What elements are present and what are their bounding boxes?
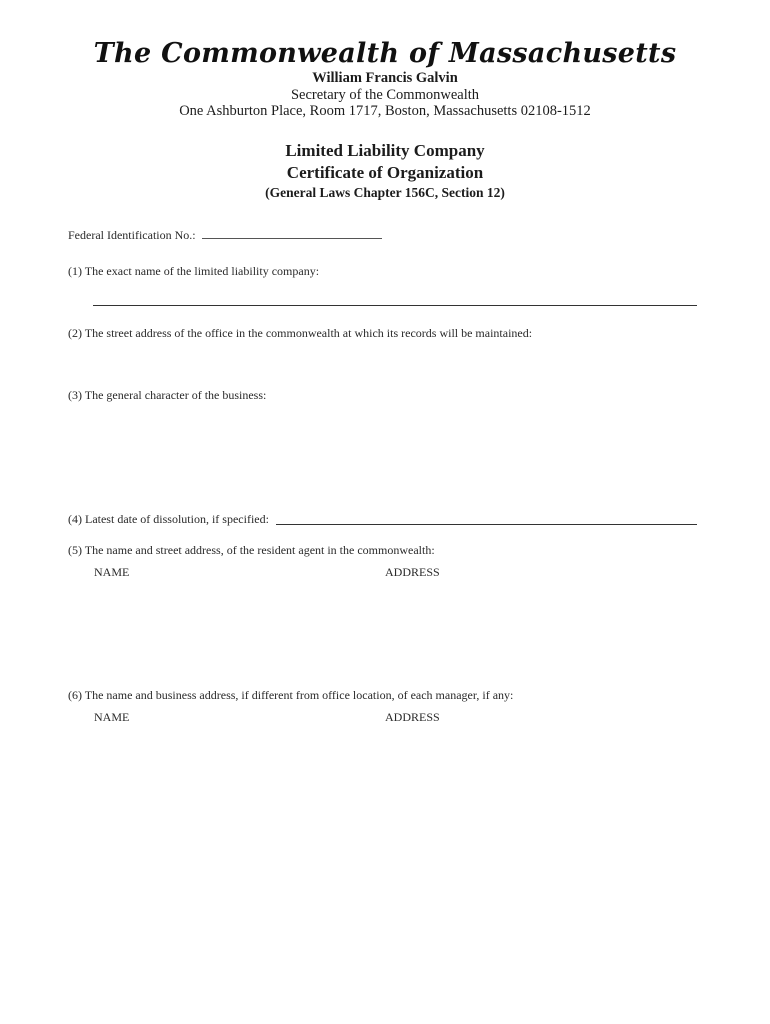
- item-1-label: (1) The exact name of the limited liability company:: [68, 264, 320, 278]
- resident-agent-field[interactable]: [93, 583, 697, 678]
- dissolution-date-field[interactable]: [276, 524, 697, 525]
- managers-field[interactable]: [93, 728, 697, 928]
- federal-id-field[interactable]: [202, 238, 382, 239]
- agent-address-header: ADDRESS: [385, 565, 440, 579]
- secretary-name: William Francis Galvin: [312, 70, 458, 86]
- company-name-field[interactable]: [93, 305, 697, 306]
- form-title-line1: Limited Liability Company: [285, 141, 485, 160]
- form-title-line2: Certificate of Organization: [286, 163, 484, 182]
- item-6-label: (6) The name and business address, if different from office location, of each manager, if any:: [68, 688, 514, 702]
- business-character-field[interactable]: [93, 406, 697, 504]
- manager-name-header: NAME: [94, 710, 130, 724]
- statute-reference: (General Laws Chapter 156C, Section 12): [265, 185, 505, 200]
- item-3-label: (3) The general character of the business:: [68, 388, 267, 402]
- agent-name-header: NAME: [94, 565, 130, 579]
- item-4-label: (4) Latest date of dissolution, if specified:: [68, 512, 269, 526]
- commonwealth-heading: The Commonwealth of Massachusetts: [93, 38, 677, 69]
- item-2-label: (2) The street address of the office in the commonwealth at which its records will be maintained:: [68, 326, 533, 340]
- office-address-field[interactable]: [93, 344, 697, 380]
- office-address: One Ashburton Place, Room 1717, Boston, Massachusetts 02108-1512: [179, 103, 591, 119]
- secretary-title: Secretary of the Commonwealth: [290, 87, 480, 103]
- manager-address-header: ADDRESS: [385, 710, 440, 724]
- federal-id-label: Federal Identification No.:: [68, 228, 196, 242]
- item-5-label: (5) The name and street address, of the resident agent in the commonwealth:: [68, 543, 435, 557]
